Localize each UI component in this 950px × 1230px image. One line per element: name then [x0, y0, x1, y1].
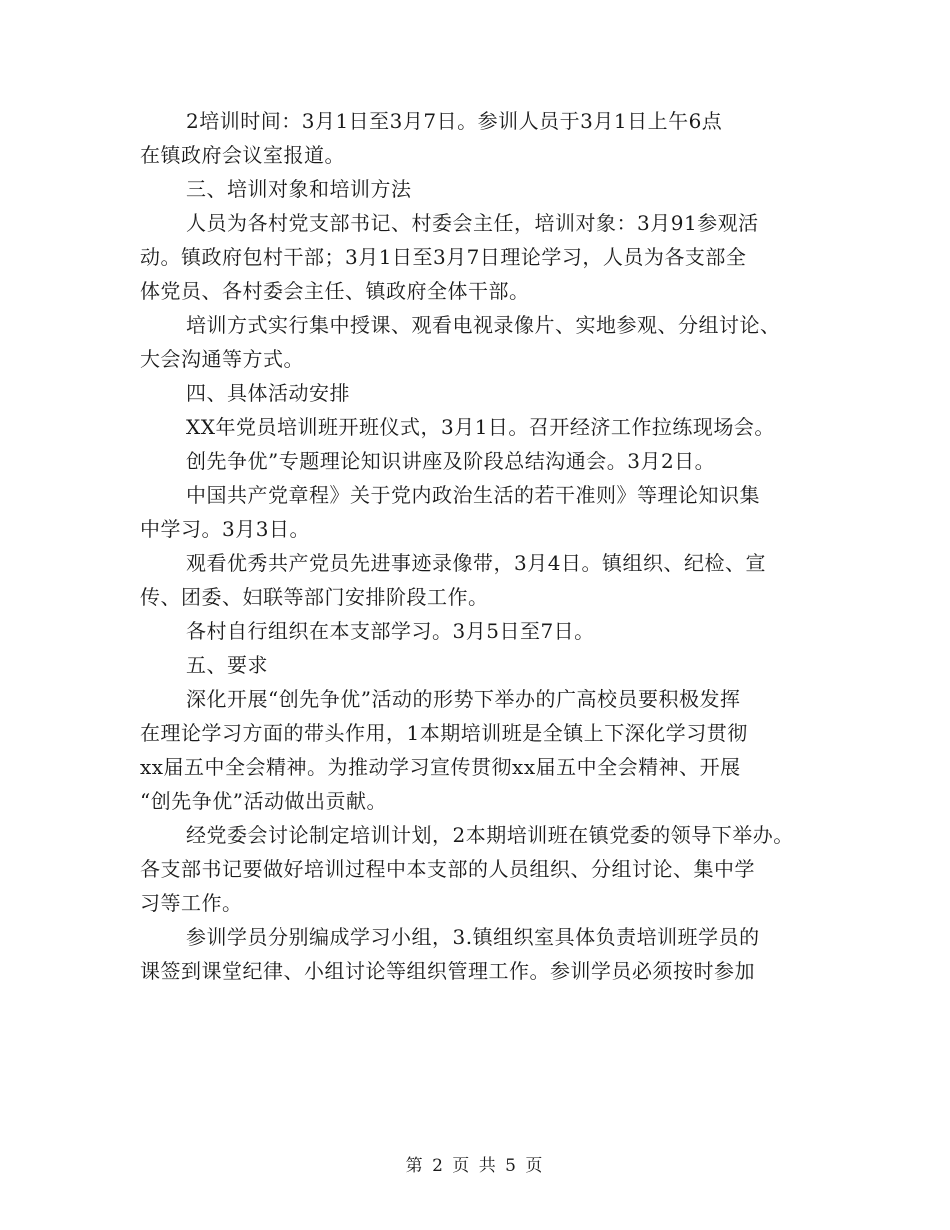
text-line: 各支部书记要做好培训过程中本支部的人员组织、分组讨论、集中学 — [140, 857, 755, 881]
text-line: 在镇政府会议室报道。 — [140, 143, 345, 167]
text-line: 传、团委、妇联等部门安排阶段工作。 — [140, 585, 489, 609]
text-line: 参训学员分别编成学习小组，3.镇组织室具体负责培训班学员的 — [186, 925, 760, 949]
text-line: 大会沟通等方式。 — [140, 347, 304, 371]
text-line: xx届五中全会精神。为推动学习宣传贯彻xx届五中全会精神、开展 — [140, 755, 741, 779]
text-line: 课签到课堂纪律、小组讨论等组织管理工作。参训学员必须按时参加 — [140, 959, 755, 983]
text-line: “创先争优”活动做出贡献。 — [140, 789, 387, 813]
text-line: 四、具体活动安排 — [186, 381, 350, 405]
text-line: 三、培训对象和培训方法 — [186, 177, 412, 201]
text-line: 2培训时间：3月1日至3月7日。参训人员于3月1日上午6点 — [186, 109, 723, 133]
text-line: 体党员、各村委会主任、镇政府全体干部。 — [140, 279, 530, 303]
page-number-footer: 第 2 页 共 5 页 — [405, 1156, 545, 1176]
text-line: 深化开展“创先争优”活动的形势下举办的广高校员要积极发挥 — [186, 687, 741, 711]
text-line: 五、要求 — [186, 653, 268, 677]
text-line: 动。镇政府包村干部；3月1日至3月7日理论学习，人员为各支部全 — [140, 245, 747, 269]
text-line: 各村自行组织在本支部学习。3月5日至7日。 — [186, 619, 595, 643]
text-line: 在理论学习方面的带头作用，1本期培训班是全镇上下深化学习贯彻 — [140, 721, 748, 745]
document-body — [140, 104, 830, 988]
text-line: XX年党员培训班开班仪式，3月1日。召开经济工作拉练现场会。 — [186, 415, 775, 439]
text-line: 创先争优”专题理论知识讲座及阶段总结沟通会。3月2日。 — [186, 449, 716, 473]
text-line: 观看优秀共产党员先进事迹录像带，3月4日。镇组织、纪检、宣 — [186, 551, 766, 575]
text-line: 培训方式实行集中授课、观看电视录像片、实地参观、分组讨论、 — [186, 313, 781, 337]
text-line: 中国共产党章程》关于党内政治生活的若干准则》等理论知识集 — [186, 483, 760, 507]
text-line: 经党委会讨论制定培训计划，2本期培训班在镇党委的领导下举办。 — [186, 823, 794, 847]
text-line: 中学习。3月3日。 — [140, 517, 310, 541]
text-line: 人员为各村党支部书记、村委会主任，培训对象：3月91参观活 — [186, 211, 759, 235]
text-line: 习等工作。 — [140, 891, 243, 915]
